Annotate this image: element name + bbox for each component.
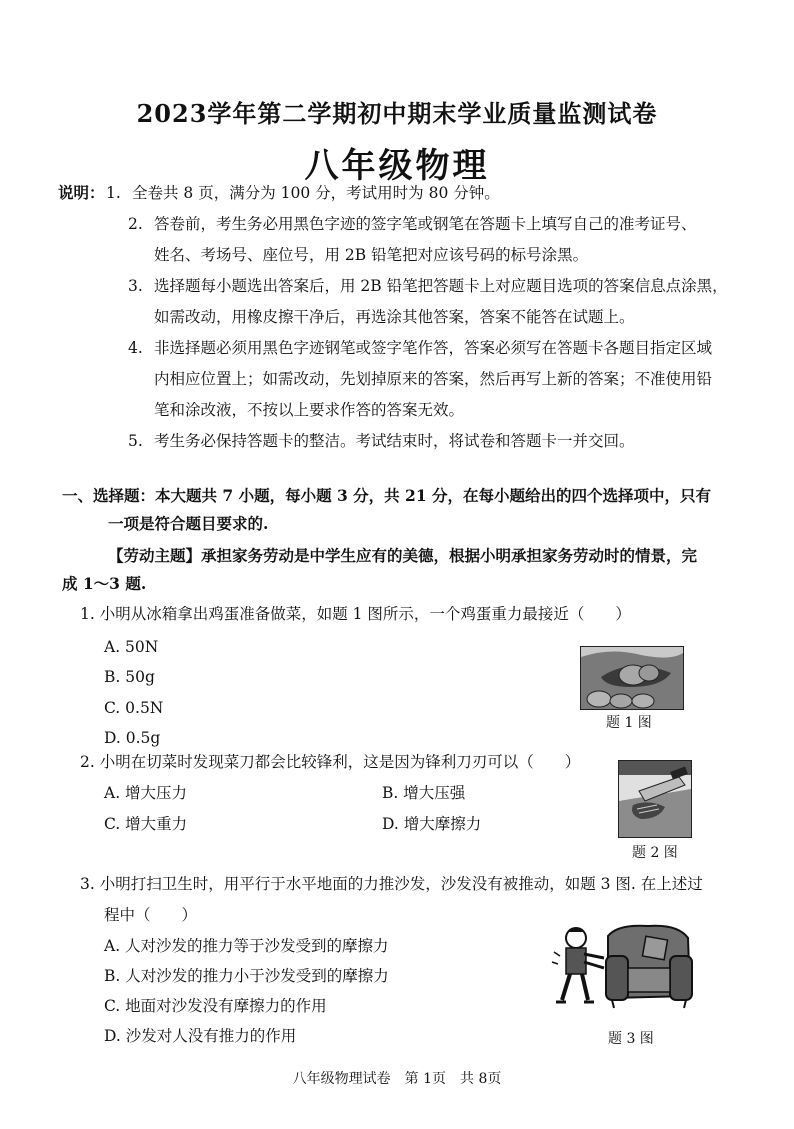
- instruction-line: 姓名、考场号、座位号，用 2B 铅笔把对应该号码的标号涂黑。: [154, 246, 589, 264]
- instruction-line: 答卷前，考生务必用黑色字迹的签字笔或钢笔在答题卡上填写自己的准考证号、: [154, 215, 697, 233]
- instruction-line: 全卷共 8 页，满分为 100 分，考试用时为 80 分钟。: [132, 184, 500, 202]
- question-3-figure: [548, 916, 698, 1016]
- q1-option-b: B. 50g: [104, 668, 155, 686]
- instruction-number: 5.: [128, 432, 143, 450]
- instruction-number: 1.: [106, 184, 121, 202]
- section-heading-cont: 一项是符合题目要求的.: [108, 514, 269, 533]
- exam-title: 2023学年第二学期初中期末学业质量监测试卷: [136, 99, 658, 128]
- instruction-line: 非选择题必须用黑色字迹钢笔或签字笔作答，答案必须写在答题卡各题目指定区域: [154, 339, 713, 357]
- instructions-label: 说明：: [58, 183, 105, 202]
- instruction-line: 选择题每小题选出答案后，用 2B 铅笔把答题卡上对应题目选项的答案信息点涂黑，: [154, 277, 728, 295]
- knife-cutting-icon: [619, 761, 691, 837]
- question-2-figure: [618, 760, 692, 838]
- instruction-line: 考生务必保持答题卡的整洁。考试结束时，将试卷和答题卡一并交回。: [154, 432, 635, 450]
- page-footer: 八年级物理试卷 第 1页 共 8页: [292, 1071, 502, 1087]
- q2-option-d: D. 增大摩擦力: [382, 815, 482, 833]
- question-2-figure-caption: 题 2 图: [632, 845, 678, 861]
- question-1-figure-caption: 题 1 图: [606, 715, 652, 731]
- instruction-number: 3.: [128, 277, 143, 295]
- question-1-stem: 1. 小明从冰箱拿出鸡蛋准备做菜，如题 1 图所示，一个鸡蛋重力最接近（ ）: [80, 605, 631, 623]
- q2-option-a: A. 增大压力: [104, 784, 188, 802]
- instruction-number: 2.: [128, 215, 143, 233]
- q1-option-a: A. 50N: [104, 638, 159, 656]
- exam-subject: 八年级物理: [304, 146, 490, 186]
- instruction-line: 内相应位置上；如需改动，先划掉原来的答案，然后再写上新的答案；不准使用铅: [154, 370, 713, 388]
- eggs-in-hand-icon: [581, 647, 683, 709]
- person-pushing-sofa-icon: [548, 916, 698, 1016]
- q3-option-a: A. 人对沙发的推力等于沙发受到的摩擦力: [104, 937, 389, 955]
- instruction-number: 4.: [128, 339, 143, 357]
- section-heading: 一、选择题：本大题共 7 小题，每小题 3 分，共 21 分，在每小题给出的四个选择项中，只有: [62, 486, 712, 505]
- q3-option-d: D. 沙发对人没有推力的作用: [104, 1027, 297, 1045]
- instruction-line: 如需改动，用橡皮擦干净后，再选涂其他答案，答案不能答在试题上。: [154, 308, 635, 326]
- q2-option-b: B. 增大压强: [382, 784, 466, 802]
- q1-option-c: C. 0.5N: [104, 699, 164, 717]
- instruction-line: 笔和涂改液，不按以上要求作答的答案无效。: [154, 401, 465, 419]
- question-3-stem-cont: 程中（ ）: [104, 906, 198, 924]
- question-2-stem: 2. 小明在切菜时发现菜刀都会比较锋利，这是因为锋利刀刃可以（ ）: [80, 753, 581, 771]
- q1-option-d: D. 0.5g: [104, 729, 161, 747]
- q2-option-c: C. 增大重力: [104, 815, 188, 833]
- theme-text-cont: 成 1～3 题.: [62, 574, 147, 593]
- question-3-figure-caption: 题 3 图: [608, 1031, 654, 1047]
- question-1-figure: [580, 646, 684, 710]
- theme-text: 【劳动主题】承担家务劳动是中学生应有的美德，根据小明承担家务劳动时的情景，完: [108, 546, 698, 565]
- q3-option-c: C. 地面对沙发没有摩擦力的作用: [104, 997, 327, 1015]
- question-3-stem: 3. 小明打扫卫生时，用平行于水平地面的力推沙发，沙发没有被推动，如题 3 图. 在上述过: [80, 875, 703, 893]
- q3-option-b: B. 人对沙发的推力小于沙发受到的摩擦力: [104, 967, 389, 985]
